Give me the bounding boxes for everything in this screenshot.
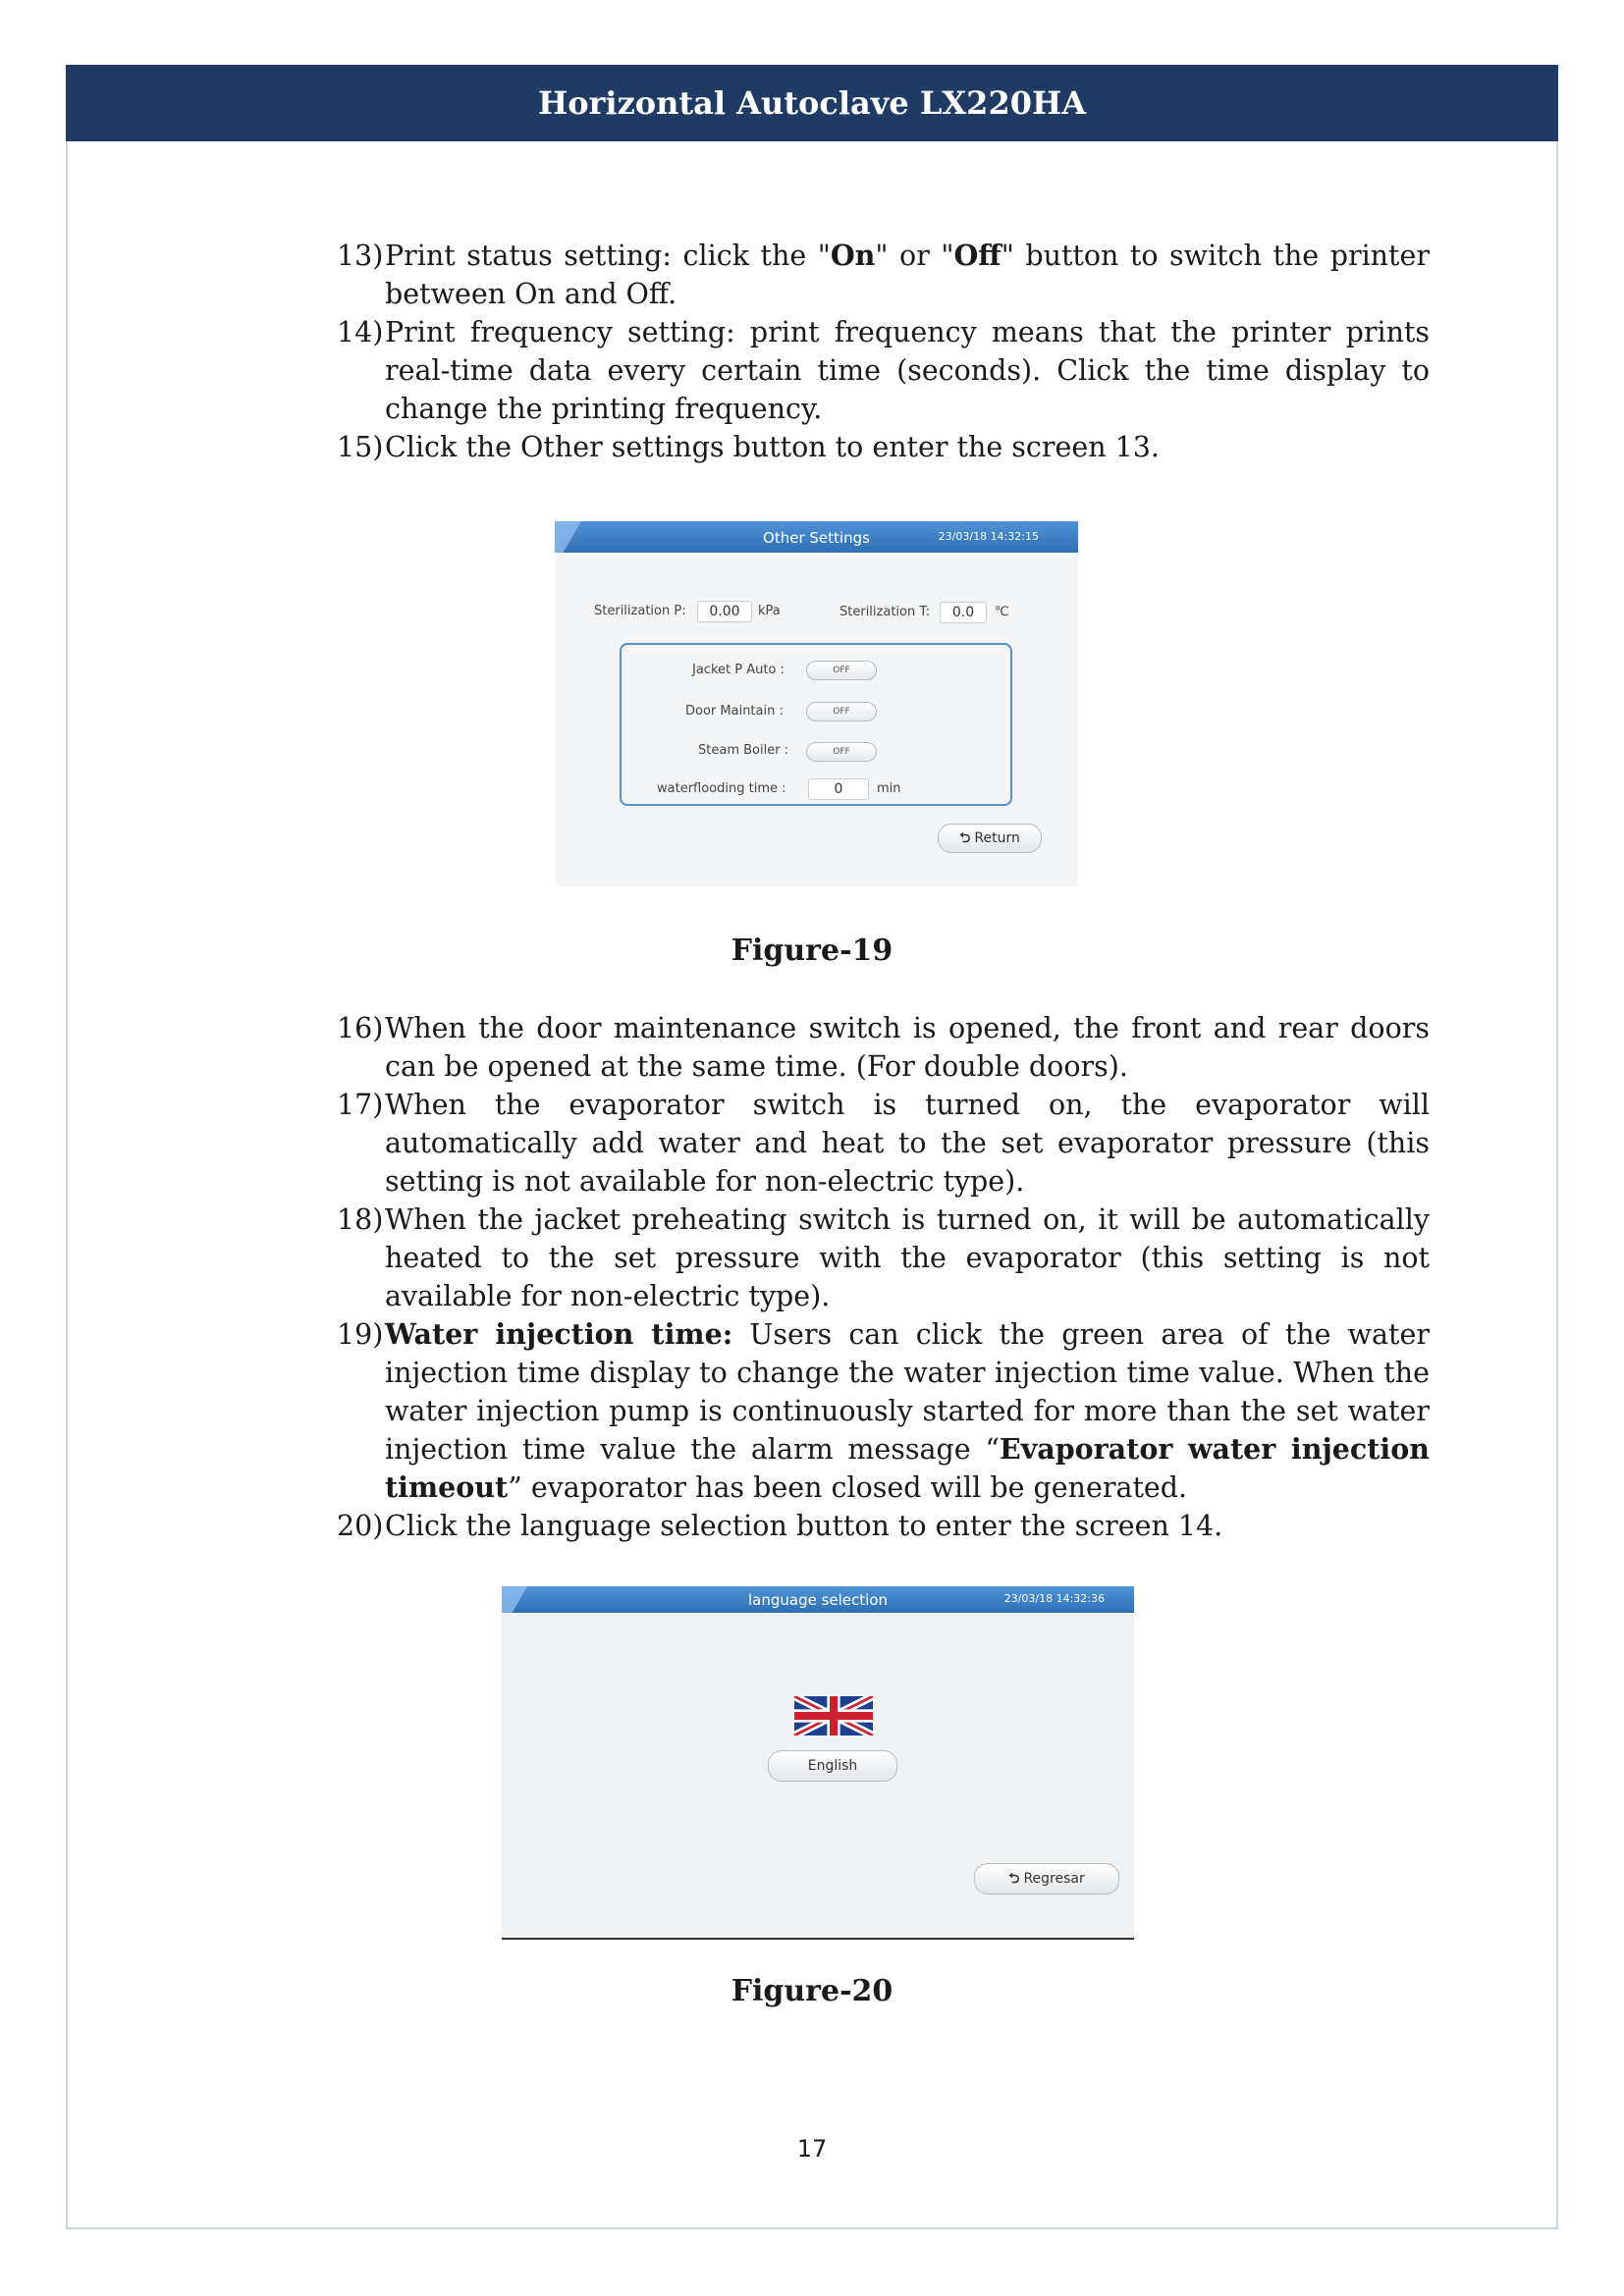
item-number: 17)	[337, 1089, 384, 1121]
page-number: 17	[796, 2135, 828, 2163]
list-item	[337, 1507, 1430, 1545]
item-text: Click the language selection button to enter the screen 14.	[385, 1510, 1223, 1542]
item-text: When the door maintenance switch is opened, the front and rear doors can be opened at the same time. (For double doors).	[385, 1012, 1430, 1083]
item-number: 20)	[337, 1510, 384, 1542]
jacket-p-auto-label: Jacket P Auto :	[692, 663, 785, 677]
min-unit: min	[877, 781, 901, 796]
timestamp: 23/03/18 14:32:15	[938, 530, 1039, 543]
regresar-button[interactable]	[974, 1863, 1119, 1895]
item-number: 15)	[337, 431, 384, 463]
door-maintain-toggle[interactable]: OFF	[806, 702, 877, 721]
water-injection-heading: Water injection time:	[385, 1317, 733, 1351]
item-text: Users can click the green area of the water injection time display to change the water injection time value. When the water injection pump is continuously started for more than the set water injection time value the alarm message “	[385, 1318, 1430, 1466]
sterilization-p-field[interactable]: 0.00	[697, 601, 752, 622]
sterilization-p-label: Sterilization P:	[594, 604, 686, 618]
regresar-label: Regresar	[1023, 1871, 1085, 1887]
item-text: When the evaporator switch is turned on, the evaporator will automatically add water and heat to the set evaporator pressure (this setting is not available for non-electric type).	[385, 1089, 1430, 1198]
on-term: On	[830, 239, 876, 272]
item-number: 14)	[337, 316, 384, 348]
item-text: " button to switch the printer between On and Off.	[385, 240, 1430, 310]
list-item	[337, 237, 1430, 313]
list-item	[337, 1315, 1430, 1507]
list-item	[337, 1201, 1430, 1315]
return-arrow-icon: ⮌	[1008, 1871, 1020, 1887]
door-maintain-label: Door Maintain :	[685, 704, 784, 719]
waterflooding-time-field[interactable]: 0	[808, 778, 869, 800]
item-number: 16)	[337, 1012, 384, 1044]
kpa-unit: kPa	[758, 604, 781, 618]
uk-flag-icon[interactable]	[792, 1696, 875, 1735]
waterflooding-time-label: waterflooding time :	[657, 781, 786, 796]
return-arrow-icon: ⮌	[959, 830, 971, 846]
english-button[interactable]	[768, 1750, 897, 1782]
item-text: Print status setting: click the "	[385, 240, 831, 272]
return-button[interactable]	[938, 824, 1042, 853]
item-text: Click the Other settings button to enter the screen 13.	[385, 431, 1160, 463]
item-text: ” evaporator has been closed will be generated.	[508, 1471, 1188, 1504]
item-text: " or "	[875, 240, 954, 272]
title-bar	[555, 521, 1078, 553]
title-bar	[502, 1586, 1134, 1613]
alarm-message-text: Evaporator water injection timeout	[385, 1432, 1430, 1504]
timestamp: 23/03/18 14:32:36	[1003, 1592, 1105, 1605]
document-header	[66, 65, 1558, 141]
item-number: 19)	[337, 1318, 384, 1351]
english-label: English	[807, 1758, 858, 1774]
item-number: 18)	[337, 1203, 384, 1236]
list-item	[337, 1086, 1430, 1201]
screen-title: Other Settings	[763, 529, 870, 547]
item-number: 13)	[337, 240, 384, 272]
list-item	[337, 1009, 1430, 1086]
figure-20-caption: Figure-20	[731, 1974, 893, 2008]
list-item	[337, 428, 1430, 466]
return-label: Return	[974, 830, 1020, 846]
sterilization-t-label: Sterilization T:	[839, 605, 931, 619]
list-item	[337, 313, 1430, 428]
steam-boiler-label: Steam Boiler :	[698, 743, 789, 758]
item-text: Print frequency setting: print frequency means that the printer prints real-time data every certain time (seconds). Click the time display to change the printing frequency.	[385, 316, 1430, 425]
sterilization-t-field[interactable]: 0.0	[940, 602, 987, 623]
language-selection-screenshot	[502, 1586, 1134, 1940]
celsius-unit: ℃	[995, 605, 1009, 619]
instructions-mid	[337, 1009, 1430, 1545]
item-text: When the jacket preheating switch is turned on, it will be automatically heated to the set pressure with the evaporator (this setting is not available for non-electric type).	[385, 1203, 1430, 1312]
off-term: Off	[953, 239, 1001, 272]
other-settings-screenshot	[555, 521, 1078, 886]
figure-19-caption: Figure-19	[731, 934, 893, 968]
instructions-top	[337, 237, 1430, 466]
screen-title: language selection	[747, 1591, 889, 1609]
steam-boiler-toggle[interactable]: OFF	[806, 742, 877, 762]
document-title: Horizontal Autoclave LX220HA	[537, 84, 1087, 122]
jacket-p-auto-toggle[interactable]: OFF	[806, 661, 877, 680]
